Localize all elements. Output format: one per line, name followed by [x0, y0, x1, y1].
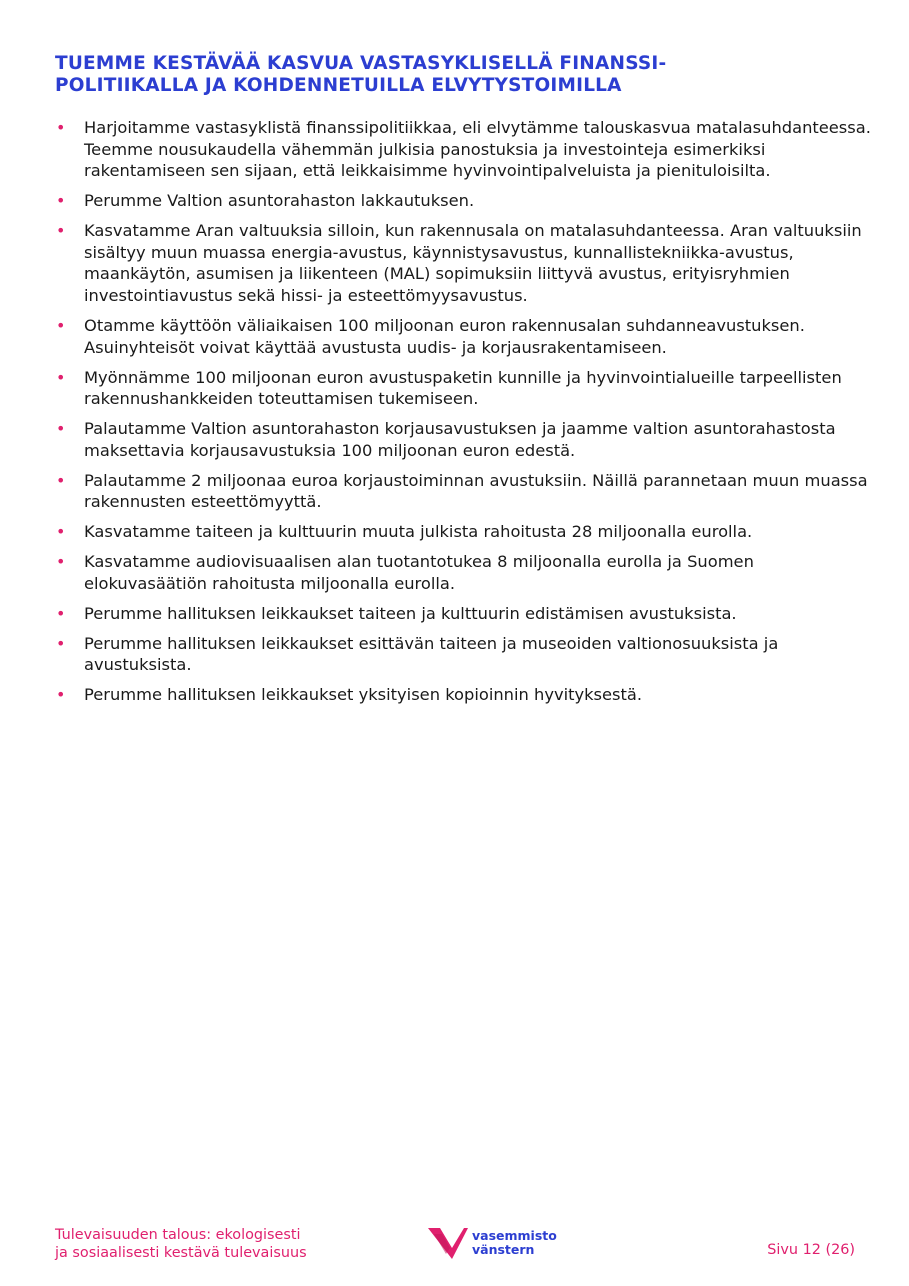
list-item-text: Kasvatamme audiovisuaalisen alan tuotantotukea 8 miljoonalla eurolla ja Suomen elokuvasäätiön rahoitusta miljoonalla eurolla.	[84, 552, 754, 593]
list-item	[55, 684, 875, 706]
bullet-icon: •	[56, 603, 66, 623]
footer-title-line-1: Tulevaisuuden talous: ekologisesti	[55, 1227, 301, 1243]
bullet-icon: •	[56, 221, 66, 241]
list-item-text: Otamme käyttöön väliaikaisen 100 miljoonan euron rakennusalan suhdanneavustuksen. Asuinyhteisöt voivat käyttää avustusta uudis- ja korjausrakentamiseen.	[84, 315, 805, 357]
bullet-icon: •	[56, 118, 66, 137]
list-item	[55, 190, 875, 212]
bullet-icon: •	[56, 633, 66, 653]
list-item-text: Kasvatamme taiteen ja kulttuurin muuta julkista rahoitusta 28 miljoonalla eurolla.	[84, 522, 753, 542]
list-item-text: Perumme hallituksen leikkaukset esittävän taiteen ja museoiden valtionosuuksista ja avustuksista.	[84, 633, 779, 675]
list-item	[55, 551, 875, 594]
bullet-icon: •	[56, 522, 66, 542]
list-item-text: Harjoitamme vastasyklistä finanssipolitiikkaa, eli elvytämme talouskasvua matalasuhdanteessa. Teemme nousukaudella vähemmän julkisia panostuksia ja investointeja esimerkiksi rakentamiseen sen sijaan, että leikkaisimme hyvinvointipalveluista ja pienituloisilta.	[84, 118, 871, 181]
list-item	[55, 367, 875, 410]
bullet-icon: •	[56, 419, 66, 439]
v-logo-icon	[428, 1226, 468, 1260]
list-item-text: Kasvatamme Aran valtuuksia silloin, kun rakennusala on matalasuhdanteessa. Aran valtuuksiin sisältyy muun muassa energia-avustus, käynnistysavustus, kunnallistekniikka-avustus, maankäytön, asumisen ja liikenteen (MAL) sopimuksiin liittyvä avustus, erityisryhmien investointiavustus sekä hissi- ja esteettömyysavustus.	[84, 221, 862, 305]
bullet-icon: •	[56, 552, 66, 572]
footer-document-title	[55, 1226, 307, 1262]
list-item	[55, 633, 875, 676]
list-item	[55, 117, 875, 182]
logo-line-1: vasemmisto	[472, 1228, 557, 1243]
page-number: Sivu 12 (26)	[767, 1242, 855, 1258]
logo-line-2: vänstern	[472, 1242, 535, 1257]
bullet-icon: •	[56, 685, 66, 705]
list-item-text: Palautamme Valtion asuntorahaston korjausavustuksen ja jaamme valtion asuntorahastosta maksettavia korjausavustuksia 100 miljoonan euron edestä.	[84, 419, 836, 460]
list-item-text: Palautamme 2 miljoonaa euroa korjaustoiminnan avustuksiin. Näillä parannetaan muun muassa rakennusten esteettömyyttä.	[84, 470, 868, 512]
list-item	[55, 418, 875, 461]
party-logo	[428, 1225, 557, 1261]
bullet-icon: •	[56, 470, 66, 490]
list-item-text: Perumme hallituksen leikkaukset yksityisen kopioinnin hyvityksestä.	[84, 685, 643, 705]
list-item-text: Perumme hallituksen leikkaukset taiteen ja kulttuurin edistämisen avustuksista.	[84, 603, 737, 623]
list-item	[55, 315, 875, 358]
list-item-text: Myönnämme 100 miljoonan euron avustuspaketin kunnille ja hyvinvointialueille tarpeellisten rakennushankkeiden toteuttamisen tukemiseen.	[84, 367, 842, 409]
list-item	[55, 470, 875, 513]
heading-line-1: TUEMME KESTÄVÄÄ KASVUA VASTASYKLISELLÄ FINANSSI-	[55, 53, 667, 74]
logo-wordmark	[472, 1229, 557, 1257]
list-item-text: Perumme Valtion asuntorahaston lakkautuksen.	[84, 191, 475, 211]
list-item	[55, 521, 875, 543]
bullet-icon: •	[56, 367, 66, 387]
footer-title-line-2: ja sosiaalisesti kestävä tulevaisuus	[55, 1245, 307, 1261]
heading-line-2: POLITIIKALLA JA KOHDENNETUILLA ELVYTYSTOIMILLA	[55, 75, 622, 96]
bullet-icon: •	[56, 315, 66, 335]
list-item	[55, 603, 875, 625]
list-item	[55, 220, 875, 306]
bullet-icon: •	[56, 191, 66, 211]
policy-list	[55, 117, 875, 714]
page-heading	[55, 53, 875, 97]
